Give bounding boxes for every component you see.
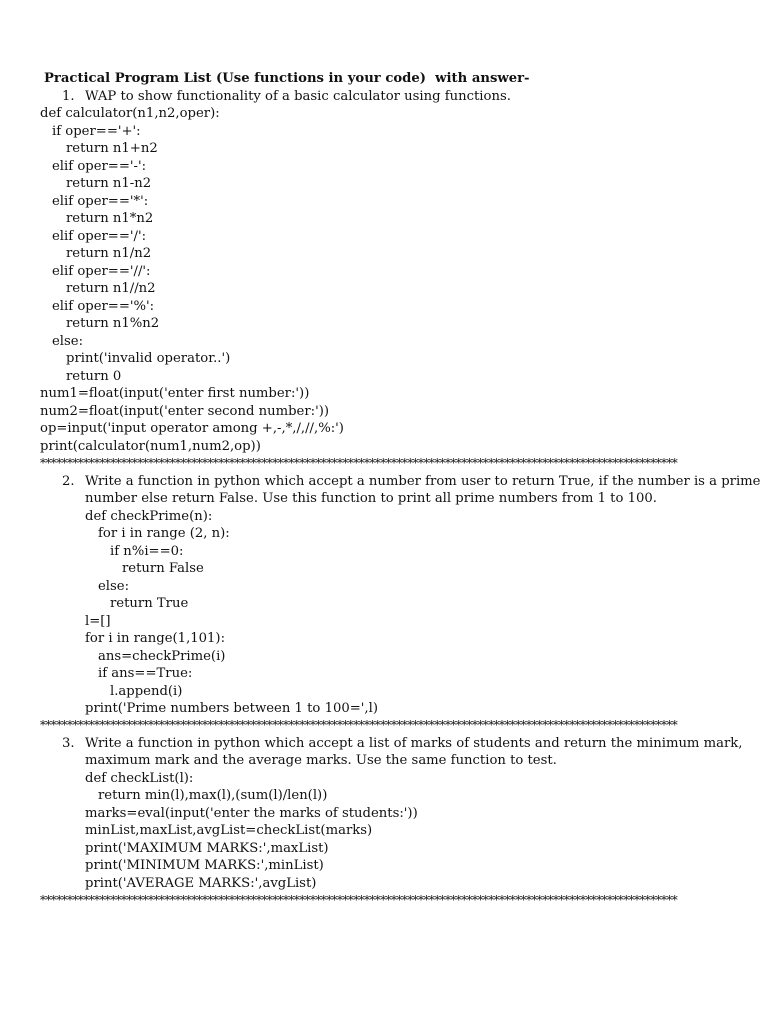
question-3-text-cont: maximum mark and the average marks. Use the same function to test.	[85, 753, 557, 768]
code-line: if ans==True:	[98, 666, 193, 681]
code-line: elif oper=='/':	[52, 229, 147, 244]
code-line: elif oper=='*':	[52, 194, 149, 209]
code-line: return n1*n2	[66, 211, 154, 226]
code-line: print('MINIMUM MARKS:',minList)	[85, 858, 324, 873]
code-line: l=[]	[85, 614, 111, 629]
code-line: return True	[110, 596, 189, 611]
question-2-number: 2.	[62, 474, 75, 489]
question-2-text: Write a function in python which accept a number from user to return True, if the number is a prime	[85, 474, 761, 489]
question-2-text-cont: number else return False. Use this function to print all prime numbers from 1 to 100.	[85, 491, 657, 506]
code-line: op=input('input operator among +,-,*,/,//,%:')	[40, 421, 344, 436]
document-title: Practical Program List (Use functions in your code) with answer-	[44, 71, 530, 86]
code-line: return n1%n2	[66, 316, 160, 331]
code-line: else:	[52, 334, 84, 349]
code-line: num2=float(input('enter second number:'))	[40, 404, 330, 419]
code-line: return n1+n2	[66, 141, 158, 156]
code-line: num1=float(input('enter first number:'))	[40, 386, 310, 401]
code-line: return 0	[66, 369, 122, 384]
code-line: l.append(i)	[110, 684, 183, 699]
code-line: return n1-n2	[66, 176, 152, 191]
code-line: def checkList(l):	[85, 771, 194, 786]
code-line: def checkPrime(n):	[85, 509, 213, 524]
code-line: print('invalid operator..')	[66, 351, 231, 366]
code-line: return False	[122, 561, 204, 576]
question-3-number: 3.	[62, 736, 75, 751]
question-1-number: 1.	[62, 89, 75, 104]
code-line: marks=eval(input('enter the marks of students:'))	[85, 806, 418, 821]
code-line: print('MAXIMUM MARKS:',maxList)	[85, 841, 329, 856]
code-line: else:	[98, 579, 130, 594]
question-1-text: WAP to show functionality of a basic calculator using functions.	[85, 89, 511, 104]
code-line: print('Prime numbers between 1 to 100=',l)	[85, 701, 378, 716]
question-3-text: Write a function in python which accept a list of marks of students and return the minimum mark,	[85, 736, 743, 751]
code-line: minList,maxList,avgList=checkList(marks)	[85, 823, 373, 838]
separator-line: **********************************************************************************************************************	[40, 718, 678, 732]
code-line: for i in range (2, n):	[98, 526, 230, 541]
separator-line: **********************************************************************************************************************	[40, 456, 678, 470]
code-line: return min(l),max(l),(sum(l)/len(l))	[98, 788, 328, 803]
code-line: print('AVERAGE MARKS:',avgList)	[85, 876, 317, 891]
code-line: return n1//n2	[66, 281, 156, 296]
code-line: if n%i==0:	[110, 544, 184, 559]
code-line: if oper=='+':	[52, 124, 141, 139]
code-line: elif oper=='%':	[52, 299, 155, 314]
code-line: def calculator(n1,n2,oper):	[40, 106, 220, 121]
separator-line: **********************************************************************************************************************	[40, 893, 678, 907]
code-line: elif oper=='-':	[52, 159, 147, 174]
code-line: return n1/n2	[66, 246, 152, 261]
code-line: elif oper=='//':	[52, 264, 151, 279]
code-line: print(calculator(num1,num2,op))	[40, 439, 261, 454]
code-line: ans=checkPrime(i)	[98, 649, 226, 664]
code-line: for i in range(1,101):	[85, 631, 226, 646]
